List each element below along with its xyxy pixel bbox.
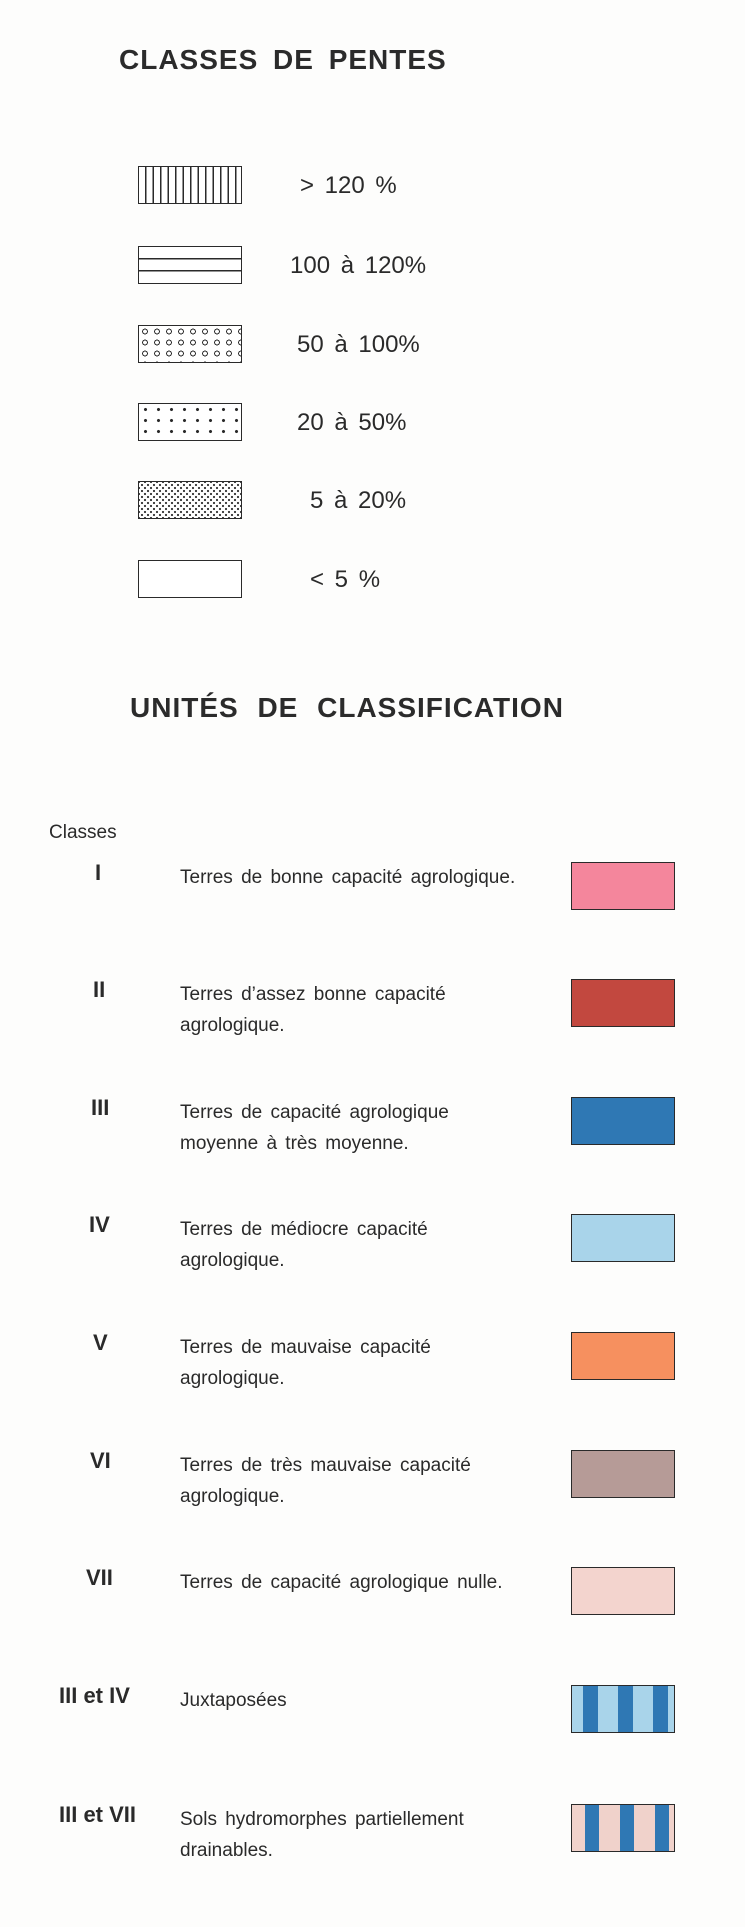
slope-legend-item xyxy=(0,166,745,206)
small-circles-pattern-swatch xyxy=(138,325,242,363)
class-description: Terres de médiocre capacité agrologique. xyxy=(180,1219,428,1271)
class-striped-swatch xyxy=(571,1685,675,1733)
class-number: I xyxy=(95,860,102,885)
slope-label: 5 à 20% xyxy=(310,487,407,514)
class-row xyxy=(0,1328,745,1388)
class-description: Sols hydromorphes partiellement drainables. xyxy=(180,1809,464,1861)
slope-label: 20 à 50% xyxy=(297,409,407,436)
vertical-lines-pattern-swatch xyxy=(138,166,242,204)
slope-legend-item xyxy=(0,560,745,600)
class-row xyxy=(0,1446,745,1506)
class-number: II xyxy=(93,977,106,1002)
class-row xyxy=(0,858,745,918)
slope-legend-item xyxy=(0,246,745,286)
class-number: VI xyxy=(90,1448,111,1473)
fine-dots-pattern-swatch xyxy=(138,481,242,519)
slope-label: < 5 % xyxy=(310,566,381,593)
class-row xyxy=(0,975,745,1035)
class-description: Terres de mauvaise capacité agrologique. xyxy=(180,1337,431,1389)
class-number: VII xyxy=(86,1565,113,1590)
class-number: IV xyxy=(89,1212,110,1237)
class-description: Terres de capacité agrologique nulle. xyxy=(180,1572,503,1593)
class-color-swatch xyxy=(571,1567,675,1615)
slope-classes-title: CLASSES DE PENTES xyxy=(119,44,447,75)
slope-label: > 120 % xyxy=(300,172,397,199)
classification-units-title: UNITÉS DE CLASSIFICATION xyxy=(130,692,564,723)
class-description: Terres d’assez bonne capacité agrologique. xyxy=(180,984,446,1036)
class-description: Terres de bonne capacité agrologique. xyxy=(180,867,516,888)
class-description: Terres de très mauvaise capacité agrologique. xyxy=(180,1455,471,1507)
class-row xyxy=(0,1563,745,1623)
slope-label: 100 à 120% xyxy=(290,252,427,279)
class-number: III et VII xyxy=(59,1802,137,1827)
slope-label: 50 à 100% xyxy=(297,331,420,358)
class-description: Terres de capacité agrologique moyenne à très moyenne. xyxy=(180,1102,449,1154)
slope-legend-item xyxy=(0,481,745,521)
classes-column-header: Classes xyxy=(49,822,117,843)
slope-legend-item xyxy=(0,403,745,443)
class-row xyxy=(0,1210,745,1270)
class-row xyxy=(0,1681,745,1741)
class-description: Juxtaposées xyxy=(180,1690,287,1711)
blank-pattern-swatch xyxy=(138,560,242,598)
class-color-swatch xyxy=(571,979,675,1027)
class-color-swatch xyxy=(571,1332,675,1380)
slope-legend-item xyxy=(0,325,745,365)
horizontal-lines-pattern-swatch xyxy=(138,246,242,284)
class-color-swatch xyxy=(571,862,675,910)
sparse-dots-pattern-swatch xyxy=(138,403,242,441)
class-number: III et IV xyxy=(59,1683,130,1708)
class-color-swatch xyxy=(571,1214,675,1262)
class-color-swatch xyxy=(571,1450,675,1498)
class-number: V xyxy=(93,1330,108,1355)
class-row xyxy=(0,1093,745,1153)
class-color-swatch xyxy=(571,1097,675,1145)
class-number: III xyxy=(91,1095,110,1120)
class-striped-swatch xyxy=(571,1804,675,1852)
class-row xyxy=(0,1800,745,1860)
